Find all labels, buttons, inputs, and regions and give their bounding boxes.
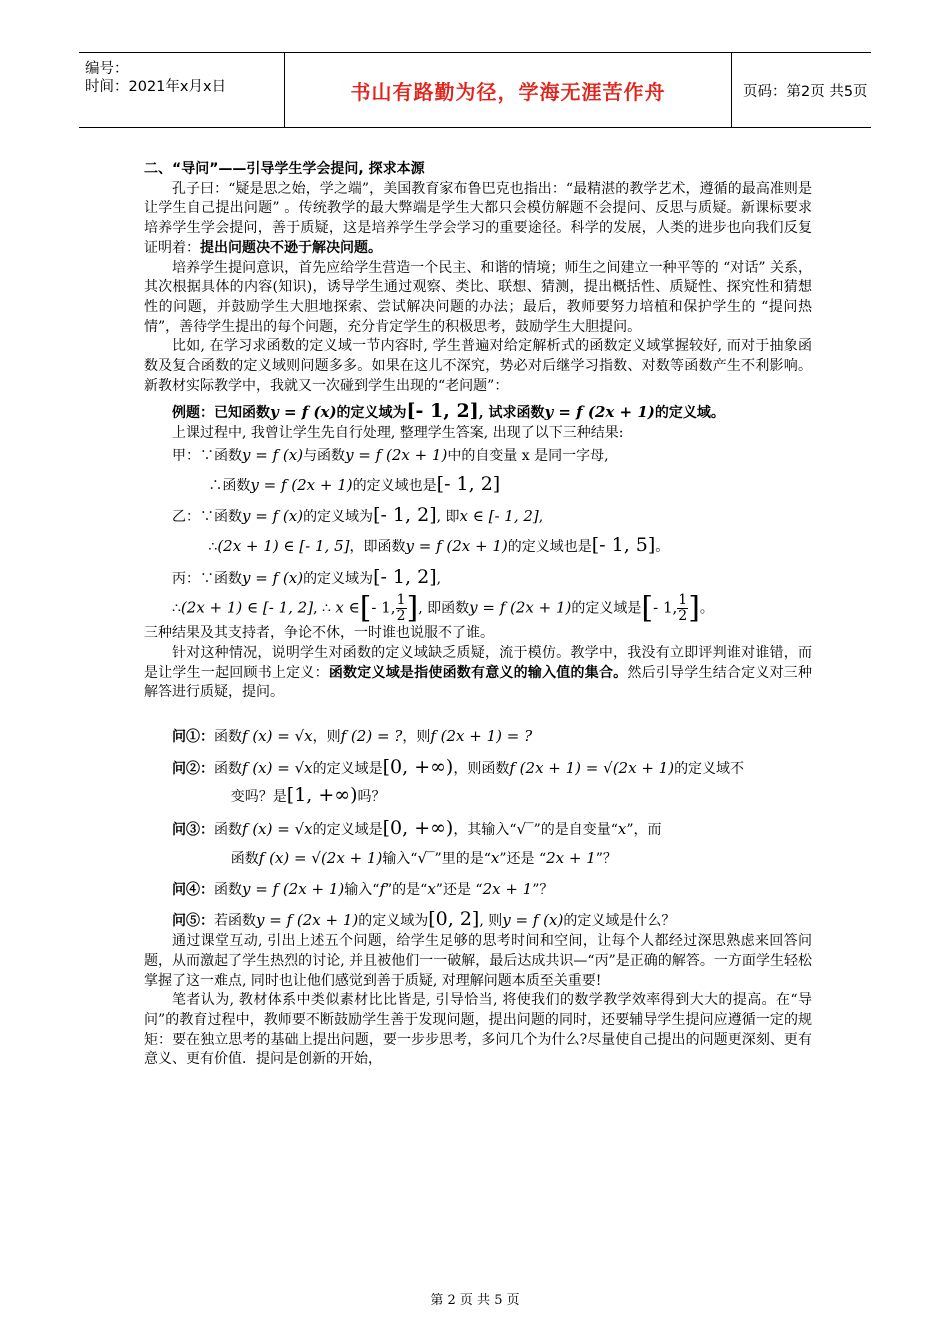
answer-text: 。	[655, 538, 670, 555]
question-text: ”？	[532, 881, 554, 898]
fraction-numerator: 1	[396, 592, 406, 609]
header-time-label: 时间：2021年x月x日	[85, 79, 227, 95]
answer-text: ∴函数	[208, 477, 251, 494]
answer-text: 与函数	[303, 447, 346, 464]
math-bracket: [	[641, 590, 654, 626]
sqrt-symbol: √‾	[417, 848, 435, 867]
question-3-cont	[144, 849, 812, 870]
question-5	[144, 910, 812, 932]
math-f: f	[379, 879, 385, 898]
math-fraction-half	[396, 593, 407, 624]
paragraph-5	[144, 644, 812, 703]
answer-text: ∴	[172, 600, 181, 617]
question-label: 问③：	[172, 822, 214, 839]
answer-text: 的定义域是	[571, 600, 642, 617]
math-y-f2x1: y = f (2x + 1)	[405, 536, 508, 555]
question-text: 函数	[214, 881, 242, 898]
math-text: - 1,	[371, 598, 396, 617]
paragraph-7: 笔者认为, 教材体系中类似素材比比皆是, 引导恰当, 将使我们的数学教学效率得到大大的提高。在“导问”的教育过程中，教师要不断鼓励学生善于发现问题，提出问题的同时，还要辅导学生提问应遵循一定的规矩：要在独立思考的基础上提出问题，要一步步思考，多问几个为什么?尽量使自己提出的问题更深刻、更有意义、更有价值．提问是创新的开始，	[144, 992, 812, 1068]
answer-bing-1	[144, 565, 812, 590]
answer-text: 的定义域也是	[507, 538, 592, 555]
question-1	[144, 727, 812, 748]
math-y-f2x1: y = f (2x + 1)	[250, 475, 353, 494]
page-footer: 第 2 页 共 5 页	[430, 1293, 520, 1308]
paragraph-4: 三种结果及其支持者，争论不休，一时谁也说服不了谁。	[144, 625, 494, 642]
question-text: 的定义域不	[674, 760, 745, 777]
answer-text: 的定义域也是	[352, 477, 437, 494]
question-4	[144, 880, 812, 901]
question-text: 吗？	[357, 788, 386, 805]
paragraph-2: 培养学生提问意识，首先应给学生营造一个民主、和谐的情境；师生之间建立一种平等的 “对话” 关系，其次根据具体的内容(知识)，诱导学生通过观察、类比、联想、猜测，提出概括性、质疑性、探究性和猜想性的问题，并鼓励学生大胆地探索、尝试解决问题的办法；最后，教师要努力培植和保护学生的 “提问热情”，善待学生提出的每个问题，充分肯定学生的积极思考，鼓励学生大胆提问。	[144, 259, 812, 335]
question-label: 问④：	[172, 881, 214, 898]
question-text: ”还是 “	[435, 881, 483, 898]
question-text: 若函数	[214, 913, 256, 930]
question-3	[144, 819, 812, 841]
question-text: ”？	[595, 850, 617, 867]
question-label: 问①：	[172, 729, 214, 746]
math-interval: [- 1, 2]	[406, 400, 479, 423]
math-x-in-interval: x ∈ [- 1, 2]	[459, 507, 539, 526]
answer-label: 丙：∵函数	[172, 570, 242, 587]
answer-label: 甲：∵函数	[172, 447, 242, 464]
paragraph-5-bold: 函数定义域是指使函数有意义的输入值的集合。	[328, 664, 628, 681]
question-label: 问⑤：	[172, 913, 214, 930]
process-text: 上课过程中, 我曾让学生先自行处理, 整理学生答案, 出现了以下三种结果:	[172, 425, 624, 442]
answer-text: ,	[538, 509, 544, 526]
math-interval: [- 1, 5]	[591, 533, 656, 556]
math-expr: f (2) = ?	[340, 727, 403, 746]
question-text: 输入“	[382, 850, 418, 867]
answer-text: ,	[436, 570, 442, 587]
answer-text: 。	[699, 600, 714, 617]
example-text: , 试求函数	[478, 405, 545, 422]
answer-text: 的定义域为	[303, 570, 374, 587]
math-bracket: ]	[406, 590, 419, 626]
math-interval: [0, 2]	[428, 908, 480, 931]
math-x: x	[490, 848, 500, 867]
paragraph-6: 通过课堂互动, 引出上述五个问题，给学生足够的思考时间和空间，让每个人都经过深思熟虑来回答问题，从而激起了学生热烈的讨论, 并且被他们一一破解，最后达成共识—“丙”是正确的解答。一方面学生轻松掌握了这一难点, 同时也让他们感觉到善于质疑, 对理解问题本质至关重要!	[144, 933, 812, 989]
paragraph-1-bold: 提出问题决不逊于解决问题。	[200, 239, 382, 256]
question-text: 函数	[214, 760, 242, 777]
math-f-sqrt: f (x) = √x	[242, 758, 313, 777]
math-interval: [0, +∞)	[382, 817, 454, 840]
math-y-fx: y = f (x)	[242, 568, 304, 587]
question-text: ”的是自变量“	[533, 822, 618, 839]
math-y-f2x1: y = f (2x + 1)	[469, 598, 572, 617]
math-f-sqrt: f (x) = √x	[242, 820, 313, 839]
math-y-fx: y = f (x)	[242, 445, 304, 464]
answer-jia-2	[144, 472, 812, 497]
example-text: 的定义域。	[654, 405, 725, 422]
question-text: ”的是“	[385, 881, 428, 898]
question-text: 的定义域是	[312, 760, 383, 777]
fraction-denominator: 2	[678, 608, 688, 625]
example-line	[144, 402, 812, 424]
math-fraction-half	[677, 593, 688, 624]
question-text: 函数	[214, 822, 242, 839]
math-bracket: ]	[688, 590, 700, 626]
math-x: x	[617, 820, 627, 839]
paragraph-3: 比如, 在学习求函数的定义域一节内容时, 学生普遍对给定解析式的函数定义域掌握较好, 而对于抽象函数及复合函数的定义域则问题多多。如果在这儿不深究，势必对后继学习指数、对数等函数产生不利影响。新教材实际教学中，我就又一次碰到学生出现的“老问题”：	[144, 338, 812, 394]
math-bracket: [	[359, 590, 372, 626]
question-text: 输入“	[344, 881, 380, 898]
answer-jia-1	[144, 446, 812, 467]
document-body	[144, 160, 812, 1070]
math-expr: (2x + 1) ∈ [- 1, 2]	[180, 598, 314, 617]
sqrt-symbol: √‾	[516, 820, 534, 839]
fraction-denominator: 2	[396, 608, 406, 625]
question-text: 的定义域是	[312, 822, 383, 839]
answer-bing-2	[144, 590, 812, 626]
answer-yi-2	[144, 533, 812, 558]
math-interval: [- 1, 2]	[373, 565, 437, 588]
paragraph-5-text: 针对这种情况，说明学生对函数的定义域缺乏质疑，流于模仿。教学中，我没有立即评判谁对谁错，而是让学生一起回顾书上定义：	[144, 645, 812, 681]
answer-yi-1	[144, 506, 812, 528]
math-expr: 2x + 1	[482, 879, 533, 898]
question-2-cont	[144, 783, 812, 808]
question-text: ”还是 “	[499, 850, 547, 867]
question-text: ”里的是“	[434, 850, 491, 867]
math-expr: 2x + 1	[546, 848, 596, 867]
math-y-f2x1: y = f (2x + 1)	[242, 879, 345, 898]
answer-text: ∴	[208, 538, 218, 555]
math-y-f2x1: y = f (2x + 1)	[256, 911, 359, 930]
question-2	[144, 755, 812, 780]
question-text: 的定义域为	[358, 913, 429, 930]
question-text: , 则	[479, 913, 503, 930]
header-page-label: 页码：第2页 共5页	[743, 83, 868, 100]
answer-text: , ∴	[313, 600, 331, 617]
math-expr: f (x) = √(2x + 1)	[258, 848, 383, 867]
section-title: 二、“导问”——引导学生学会提问, 探求本源	[144, 161, 425, 177]
fraction-numerator: 1	[678, 592, 688, 609]
answer-text: 的定义域为	[303, 509, 374, 526]
header-motto: 书山有路勤为径，学海无涯苦作舟	[285, 53, 732, 127]
math-x: x	[427, 879, 436, 898]
answer-text: , 即函数	[418, 600, 470, 617]
answer-text: ，即函数	[349, 538, 406, 555]
math-y-f2x1: y = f (2x + 1)	[544, 403, 655, 422]
answer-label: 乙：∵函数	[172, 509, 242, 526]
math-f-sqrt: f (x) = √x	[242, 727, 313, 746]
math-x-in: x ∈	[335, 598, 360, 617]
question-text: 函数	[214, 729, 242, 746]
paragraph-1-text: 孔子曰：“疑是思之始，学之端”，美国教育家布鲁巴克也指出：“最精湛的教学艺术，遵循的最高准则是让学生自己提出问题” 。传统教学的最大弊端是学生大都只会模仿解题不会提问、反思与质疑。新课标要求培养学生学会提问，善于质疑，这是培养学生学会学习的重要途径。科学的发展，人类的进步也向我们反复证明着：	[144, 180, 812, 256]
math-y-fx: y = f (x)	[270, 403, 337, 422]
math-interval: [- 1, 2]	[373, 504, 437, 527]
math-expr: f (2x + 1) = ?	[430, 727, 533, 746]
question-text: 变吗？是	[230, 788, 287, 805]
header-number-label: 编号：	[85, 61, 129, 77]
question-text: ，则函数	[453, 760, 510, 777]
question-text: 的定义域是什么？	[563, 913, 676, 930]
math-expr: f (2x + 1) = √(2x + 1)	[509, 758, 675, 777]
math-y-fx: y = f (x)	[502, 911, 564, 930]
math-interval: [- 1, 2]	[436, 472, 501, 495]
example-text: 的定义域为	[336, 405, 407, 422]
question-text: ，其输入“	[453, 822, 517, 839]
math-y-fx: y = f (x)	[242, 507, 304, 526]
math-interval: [0, +∞)	[382, 755, 454, 778]
page-header	[79, 52, 871, 128]
example-text: 例题：已知函数	[172, 405, 270, 422]
question-text: ，则	[312, 729, 341, 746]
paragraph-1	[144, 180, 812, 259]
math-text: - 1,	[653, 598, 678, 617]
question-text: ”，而	[626, 822, 662, 839]
header-meta	[79, 53, 285, 127]
question-text: ，则	[402, 729, 431, 746]
math-y-f2x1: y = f (2x + 1)	[345, 445, 448, 464]
answer-text: 中的自变量 x 是同一字母,	[447, 447, 609, 464]
math-expr: (2x + 1) ∈ [- 1, 5]	[217, 536, 350, 555]
question-label: 问②：	[172, 760, 214, 777]
question-text: 函数	[230, 850, 259, 867]
answer-text: , 即	[436, 509, 460, 526]
math-interval: [1, +∞)	[286, 783, 358, 806]
paragraph-5-text: 然后引导学生结合定义对三种解答进行质疑，提问。	[144, 664, 813, 701]
